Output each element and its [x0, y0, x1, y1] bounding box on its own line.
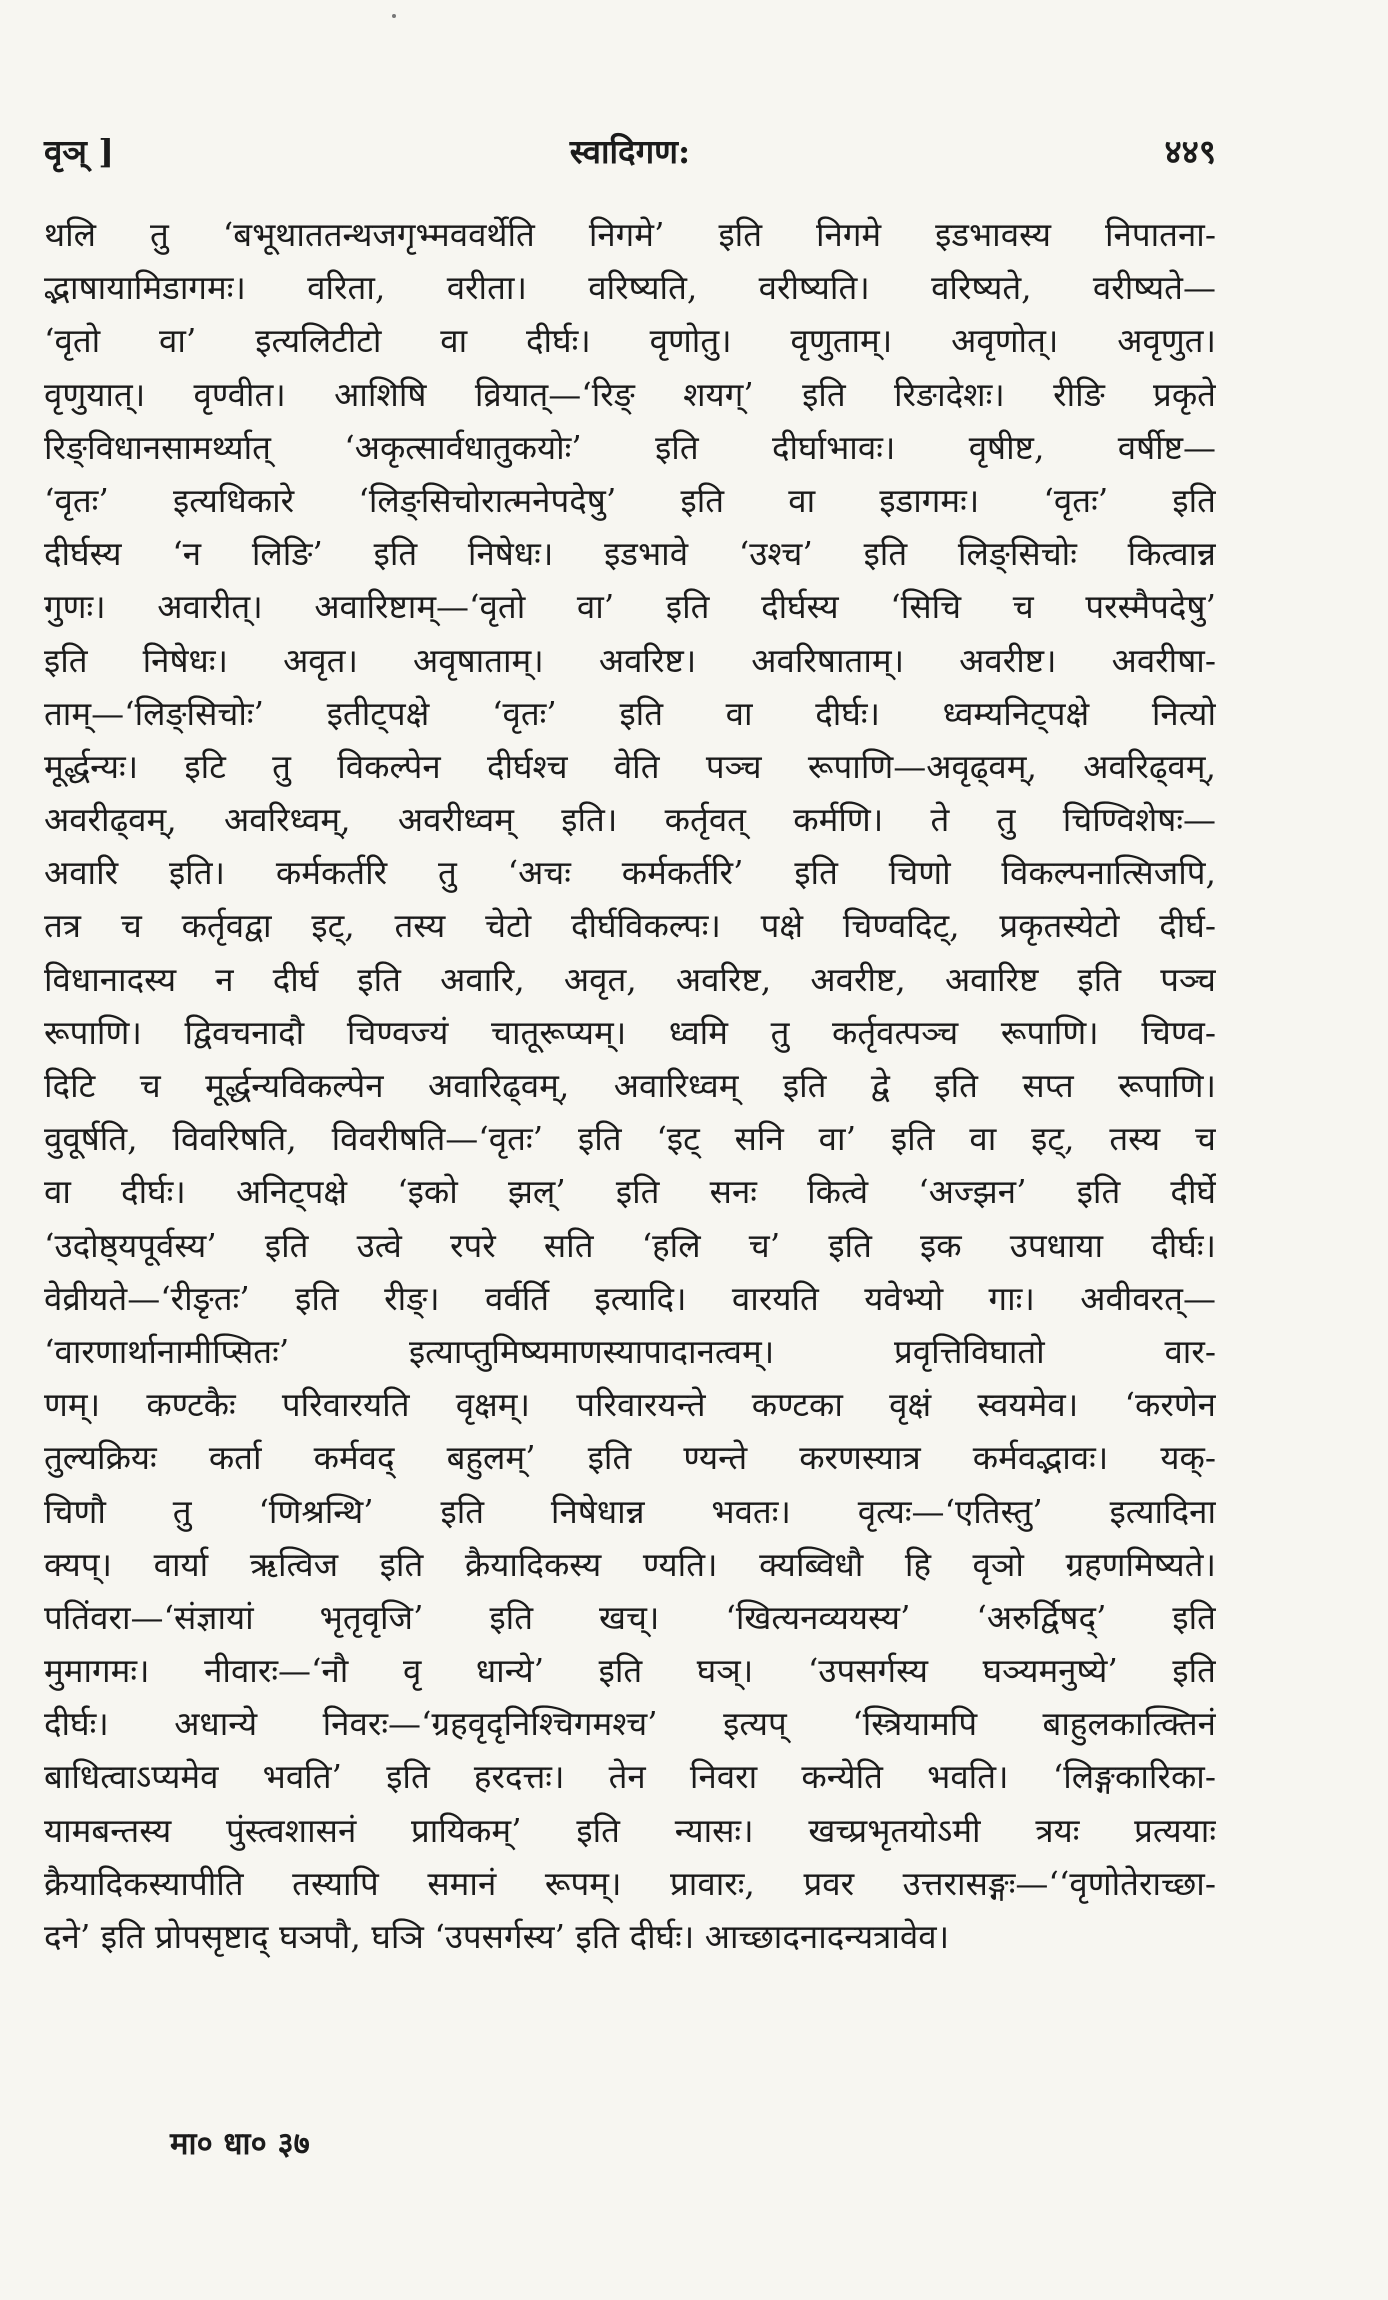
- text-line: वा दीर्घः। अनिट्पक्षे ‘इको झल्’ इति सनः कित्वे ‘अज्झन’ इति दीर्घे: [44, 1172, 1216, 1212]
- text-line: द्भाषायामिडागमः। वरिता, वरीता। वरिष्यति, वरीष्यति। वरिष्यते, वरीष्यते—: [44, 268, 1216, 308]
- text-line: बाधित्वाऽप्यमेव भवति’ इति हरदत्तः। तेन निवरा कन्येति भवति। ‘लिङ्गकारिका-: [44, 1757, 1216, 1797]
- text-line: क्रैयादिकस्यापीति तस्यापि समानं रूपम्। प्रावारः, प्रवर उत्तरासङ्गः—‘‘वृणोतेराच्छा-: [44, 1863, 1216, 1903]
- text-line: अवारि इति। कर्मकर्तरि तु ‘अचः कर्मकर्तरि’ इति चिणो विकल्पनात्सिजपि,: [44, 853, 1216, 893]
- text-line: थलि तु ‘बभूथाततन्थजगृभ्मववर्थेति निगमे’ इति निगमे इडभावस्य निपातना-: [44, 215, 1216, 254]
- text-line: क्यप्। वार्या ऋत्विज इति क्रैयादिकस्य ण्यति। क्यब्विधौ हि वृञो ग्रहणमिष्यते।: [44, 1544, 1216, 1584]
- text-line: ‘उदोष्ठ्यपूर्वस्य’ इति उत्वे रपरे सति ‘हलि च’ इति इक उपधाया दीर्घः।: [44, 1225, 1216, 1265]
- text-line: रूपाणि। द्विवचनादौ चिण्वज्यं चातूरूप्यम्। ध्वमि तु कर्तृवत्पञ्च रूपाणि। चिण्व-: [44, 1012, 1216, 1052]
- header-page-number: ४४९: [1164, 132, 1216, 171]
- text-line: दिटि च मूर्द्धन्यविकल्पेन अवारिढ्वम्, अवारिध्वम् इति द्वे इति सप्त रूपाणि।: [44, 1066, 1216, 1105]
- text-line: ‘वृतः’ इत्यधिकारे ‘लिङ्सिचोरात्मनेपदेषु’ इति वा इडागमः। ‘वृतः’ इति: [44, 480, 1216, 520]
- header-root-label: वृञ् ]: [44, 132, 114, 171]
- text-line: ‘वृतो वा’ इत्यलिटीटो वा दीर्घः। वृणोतु। वृणुताम्। अवृणोत्। अवृणुत।: [44, 321, 1216, 361]
- text-line: वुवूर्षति, विवरिषति, विवरीषति—‘वृतः’ इति ‘इट् सनि वा’ इति वा इट्, तस्य च: [44, 1119, 1216, 1159]
- text-line: मुमागमः। नीवारः—‘नौ वृ धान्ये’ इति घञ्। ‘उपसर्गस्य घञ्यमनुष्ये’ इति: [44, 1651, 1216, 1691]
- text-line: रिङ्विधानसामर्थ्यात् ‘अकृत्सार्वधातुकयोः’ इति दीर्घाभावः। वृषीष्ट, वर्षीष्ट—: [44, 427, 1216, 467]
- page-header: [44, 128, 1216, 178]
- scan-speck: [392, 14, 396, 18]
- text-line: चिणौ तु ‘णिश्रन्थि’ इति निषेधान्न भवतः। वृत्यः—‘एतिस्तु’ इत्यादिना: [44, 1491, 1216, 1531]
- text-line: विधानादस्य न दीर्घ इति अवारि, अवृत, अवरिष्ट, अवरीष्ट, अवारिष्ट इति पञ्च: [44, 959, 1216, 999]
- text-line: पतिंवरा—‘संज्ञायां भृतृवृजि’ इति खच्। ‘खित्यनव्ययस्य’ ‘अरुर्द्विषद्’ इति: [44, 1597, 1216, 1637]
- text-line: इति निषेधः। अवृत। अवृषाताम्। अवरिष्ट। अवरिषाताम्। अवरीष्ट। अवरीषा-: [44, 640, 1216, 680]
- text-line: दने’ इति प्रोपसृष्टाद् घञपौ, घञि ‘उपसर्गस्य’ इति दीर्घः। आच्छादनादन्यत्रावेव।: [44, 1917, 950, 1956]
- text-line: णम्। कण्टकैः परिवारयति वृक्षम्। परिवारयन्ते कण्टका वृक्षं स्वयमेव। ‘करणेन: [44, 1385, 1216, 1425]
- text-line: तत्र च कर्तृवद्वा इट्, तस्य चेटो दीर्घविकल्पः। पक्षे चिण्वदिट्, प्रकृतस्येटो दीर्घ-: [44, 906, 1216, 946]
- text-line: वृणुयात्। वृण्वीत। आशिषि व्रियात्—‘रिङ् शयग्’ इति रिङादेशः। रीङि प्रकृते: [44, 374, 1216, 414]
- text-line: मूर्द्धन्यः। इटि तु विकल्पेन दीर्घश्च वेति पञ्च रूपाणि—अवृढ्वम्, अवरिढ्वम्,: [44, 746, 1216, 786]
- page-body-text: [44, 208, 1216, 1963]
- header-section-title: स्वादिगण:: [569, 132, 691, 171]
- text-line: तुल्यक्रियः कर्ता कर्मवद् बहुलम्’ इति ण्यन्ते करणस्यात्र कर्मवद्भावः। यक्-: [44, 1438, 1216, 1478]
- text-line: गुणः। अवारीत्। अवारिष्टाम्—‘वृतो वा’ इति दीर्घस्य ‘सिचि च परस्मैपदेषु’: [44, 587, 1216, 627]
- text-line: वेव्रीयते—‘रीङृतः’ इति रीङ्। वर्वर्ति इत्यादि। वारयति यवेभ्यो गाः। अवीवरत्—: [44, 1278, 1216, 1318]
- text-line: ‘वारणार्थानामीप्सितः’ इत्याप्तुमिष्यमाणस्यापादानत्वम्। प्रवृत्तिविघातो वार-: [44, 1331, 1216, 1371]
- text-line: अवरीढ्वम्, अवरिध्वम्, अवरीध्वम् इति। कर्तृवत् कर्मणि। ते तु चिण्विशेषः—: [44, 800, 1216, 840]
- text-line: दीर्घः। अधान्ये निवरः—‘ग्रहवृदृनिश्चिगमश्च’ इत्यप् ‘स्त्रियामपि बाहुलकात्क्तिनं: [44, 1704, 1216, 1744]
- text-line: यामबन्तस्य पुंस्त्वशासनं प्रायिकम्’ इति न्यासः। खच्प्रभृतयोऽमी त्रयः प्रत्ययाः: [44, 1810, 1216, 1850]
- text-line: ताम्—‘लिङ्सिचोः’ इतीट्पक्षे ‘वृतः’ इति वा दीर्घः। ध्वम्यनिट्पक्षे नित्यो: [44, 693, 1216, 733]
- page-signature-mark: मा० धा० ३७: [170, 2126, 310, 2162]
- text-line: दीर्घस्य ‘न लिङि’ इति निषेधः। इडभावे ‘उश्च’ इति लिङ्सिचोः कित्वान्न: [44, 534, 1216, 574]
